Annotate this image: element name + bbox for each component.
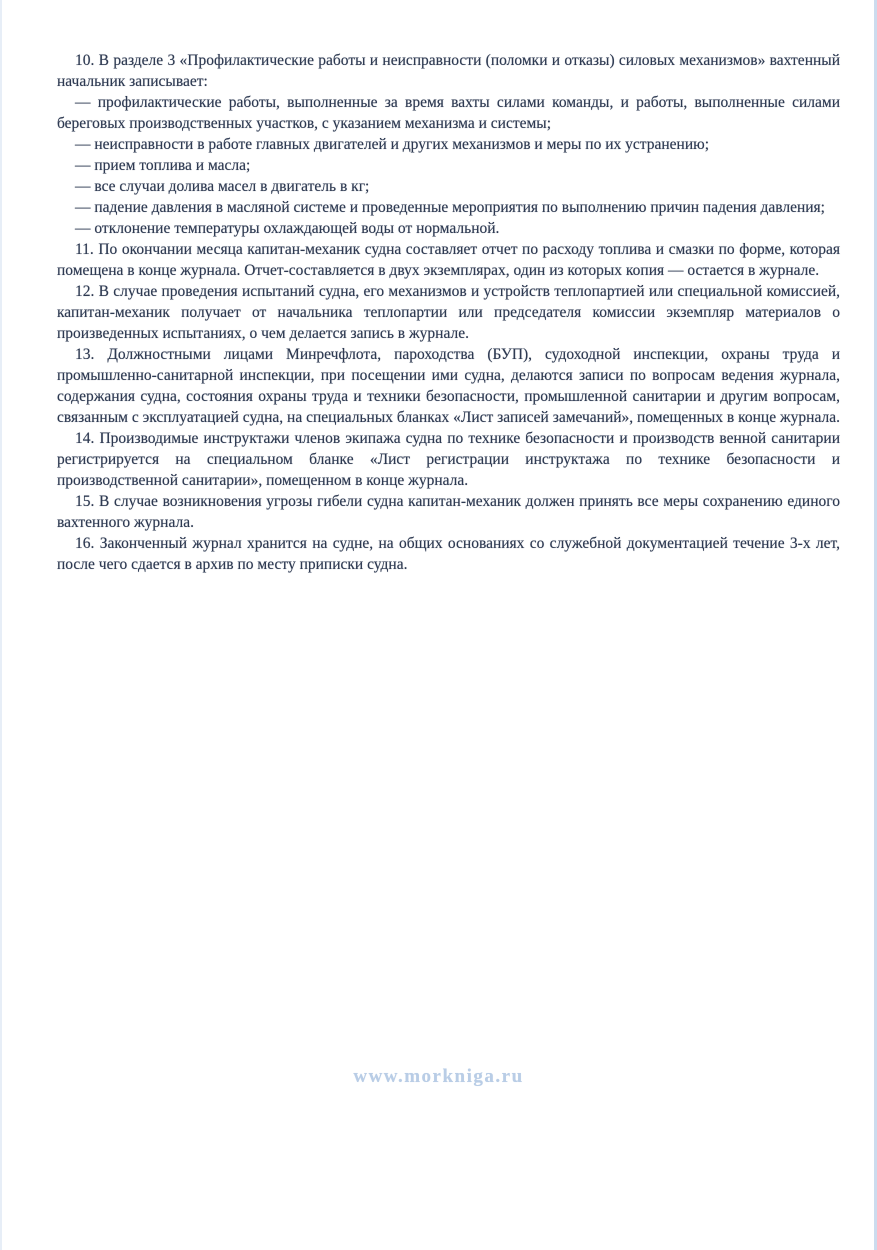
paragraph-item-11: 11. По окончании месяца капитан-механик судна составляет отчет по расходу топлива и смазки по форме, которая помещена в конце журнала. Отчет-составляется в двух экземплярах, один из которых копия — остается в журнале. bbox=[57, 241, 840, 279]
paragraph-item-15: 15. В случае возникновения угрозы гибели судна капитан-механик должен принять все меры сохранению единого вахтенного журнала. bbox=[57, 493, 840, 531]
dash-list-item-5: — падение давления в масляной системе и проведенные мероприятия по выполнению причин падения давления; bbox=[75, 199, 825, 216]
dash-list-item-4: — все случаи долива масел в двигатель в кг; bbox=[75, 178, 370, 195]
paragraph-item-16: 16. Законченный журнал хранится на судне, на общих основаниях со служебной документацией течение 3-х лет, после чего сдается в архив по месту приписки судна. bbox=[57, 535, 840, 573]
dash-list-item-2: — неисправности в работе главных двигателей и других механизмов и меры по их устранению; bbox=[75, 136, 710, 153]
dash-list-item-3: — прием топлива и масла; bbox=[75, 157, 251, 174]
dash-list-item-6: — отклонение температуры охлаждающей воды от нормальной. bbox=[75, 220, 500, 237]
watermark-text: www.morkniga.ru bbox=[353, 1066, 524, 1087]
paragraph-item-12: 12. В случае проведения испытаний судна, его механизмов и устройств теплопартией или специальной комиссией, капитан-механик получает от начальника теплопартии или председателя комиссии экземпляр материалов о произведенных испытаниях, о чем делается запись в журнале. bbox=[57, 283, 840, 342]
paragraph-item-13: 13. Должностными лицами Минречфлота, пароходства (БУП), судоходной инспекции, охраны труда и промышленно-санитарной инспекции, при посещении ими судна, делаются записи по вопросам ведения журнала, содержания судна, состояния охраны труда и техники безопасности, промышленной санитарии и другим вопросам, связанным с эксплуатацией судна, на специальных бланках «Лист записей замечаний», помещенных в конце журнала. bbox=[57, 346, 840, 426]
dash-list-item-1: — профилактические работы, выполненные за время вахты силами команды, и работы, выполненные силами береговых производственных участков, с указанием механизма и системы; bbox=[57, 94, 840, 132]
scan-edge-line-left bbox=[0, 0, 2, 1250]
paragraph-item-10: 10. В разделе 3 «Профилактические работы и неисправности (поломки и отказы) силовых механизмов» вахтенный начальник записывает: bbox=[57, 52, 840, 90]
paragraph-item-14: 14. Производимые инструктажи членов экипажа судна по технике безопасности и производств венной санитарии регистрируется на специальном бланке «Лист регистрации инструктажа по технике безопасности и производственной санитарии», помещенном в конце журнала. bbox=[57, 430, 840, 489]
document-text-block bbox=[57, 50, 840, 575]
